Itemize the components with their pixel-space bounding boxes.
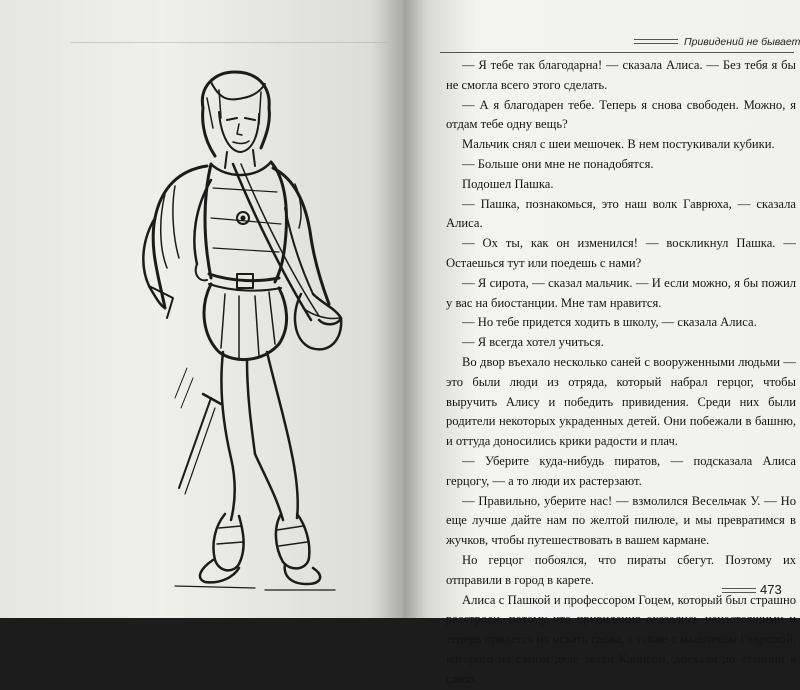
paragraph: — А я благодарен тебе. Теперь я снова свободен. Можно, я отдам тебе одну вещь? — [446, 97, 796, 132]
paragraph: — Я всегда хотел учиться. — [462, 335, 604, 350]
bleed-through-header — [70, 42, 390, 43]
paragraph: — Пашка, познакомься, это наш волк Гаврюха, — сказала Алиса. — [446, 196, 796, 231]
paragraph: Алиса с Пашкой и профессором Гоцем, который был страшно расстроен, потому что привидения оказались ненастоящими и теперь придется их искать снова, а также с мальчиком Гаврюхой, которого на самом деле звали Каписом, доехали до станции в санях. — [446, 592, 796, 686]
paragraph: — Правильно, уберите нас! — взмолился Весельчак У. — Но еще лучше дайте нам по желтой пилюле, и мы превратимся в жучков, чтобы путешествовать в вашем кармане. — [446, 493, 796, 548]
page-number-ornament — [722, 588, 756, 596]
paragraph: Во двор въехало несколько саней с вооруженными людьми — это были люди из отряда, который набрал герцог, чтобы выручить Алису и победить привидения. Среди них были родители некоторых украденных детей. Они побежали в башню, и оттуда доносились крики радости и плач. — [446, 354, 796, 449]
running-head-rule — [440, 52, 794, 53]
page-number — [722, 582, 798, 602]
paragraph: — Я тебе так благодарна! — сказала Алиса. — Без тебя я бы не смогла всего этого сделать. — [446, 58, 796, 92]
paragraph: — Ох ты, как он изменился! — воскликнул Пашка. — Остаешься тут или поедешь с нами? — [446, 236, 796, 270]
paragraph: — Я сирота, — сказал мальчик. — И если можно, я бы пожил у вас на биостанции. Мне там нравится. — [446, 275, 796, 310]
paragraph: — Но тебе придется ходить в школу, — сказала Алиса. — [462, 315, 757, 330]
running-head-ornament — [634, 39, 678, 47]
paragraph: — Больше они мне не понадобятся. — [462, 156, 654, 171]
paragraph: Мальчик снял с шеи мешочек. В нем постукивали кубики. — [462, 137, 775, 152]
running-head-title: Привидений не бывает — [684, 36, 800, 48]
paragraph: Но герцог побоялся, что пираты сбегут. Поэтому их отправили в город в карете. — [446, 552, 796, 587]
page-number-value: 473 — [760, 582, 782, 597]
left-page — [0, 0, 404, 618]
paragraph: Подошел Пашка. — [462, 176, 554, 191]
boy-illustration — [115, 68, 355, 596]
running-head — [404, 0, 800, 60]
right-page — [404, 0, 800, 686]
paragraph: — Уберите куда-нибудь пиратов, — подсказала Алиса герцогу, — а то люди их растерзают. — [446, 453, 796, 488]
